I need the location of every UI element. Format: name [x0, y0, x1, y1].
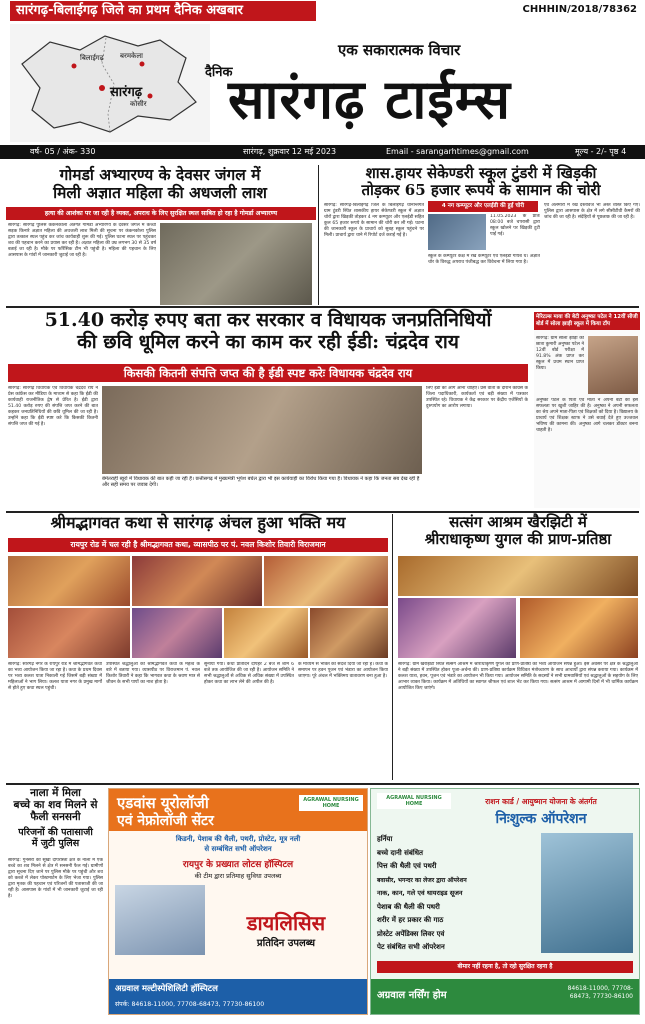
ad1-title-line2: एवं नेफ्रोलॉजी सेंटर [117, 813, 214, 829]
story5-headline [398, 514, 638, 549]
ad1-line4: की टीम द्वारा प्रतिमाह सुविधा उपलब्ध [194, 872, 282, 880]
ad2-photo [541, 833, 633, 953]
ad1-brand: AGRAWAL NURSING HOME [299, 795, 363, 811]
story4-body-col1: सारंगढ़: सारंगढ़ नगर के रायपुर रोड में श्रीमद्भागवत कथा का भव्य आयोजन किया जा रहा है। कथा के प्रथम दिवस पर भव्य कलश यात्रा निकाली गई जिसमें बड़ी संख्या में महिलाओं ने भाग लिया। कलश यात्रा नगर के प्रमुख मार्गों से होते हुए कथा स्थल पहुंची। [8, 662, 102, 691]
story1-subhead: हत्या की आशंका पर जा रही है व्यक्त, अपराध के लिए सुरक्षित स्थल साबित हो रहा है गोमर्डा अभ्यारण्य [6, 207, 316, 220]
issue-number: वर्ष- 05 / अंक- 330 [30, 147, 96, 156]
story4-photo-6 [224, 608, 308, 658]
story5-headline-line2: श्रीराधाकृष्ण युगल की प्राण-प्रतिष्ठा [424, 530, 612, 549]
ad2-item: हर्निया [377, 835, 393, 843]
issue-date: सारंगढ़, शुक्रवार 12 मई 2023 [243, 147, 337, 156]
story6-headline-line2: बच्चे का शव मिलने से [13, 799, 98, 812]
ad1-phone: संपर्क: 84618-11000, 77708-68473, 77730-86100 [115, 1001, 265, 1008]
ad1-line2: से सम्बंधित सभी ऑपरेशन [204, 845, 272, 853]
story2-headline [324, 165, 638, 200]
ad2-item: प्रोस्टेट अपेंडिक्स लिवर एवं [377, 929, 445, 938]
top-banner [0, 0, 645, 22]
ad1-dialysis-sub: प्रतिदिन उपलब्ध [256, 938, 316, 949]
ad2-footer-name: अग्रवाल नर्सिंग होम [377, 990, 447, 1001]
story1-photo [160, 223, 312, 305]
story3-photo [102, 386, 422, 474]
story4-body-col2: उपस्थित श्रद्धालुओं को श्रीमद्भागवत कथा के महत्व के बारे में बताया गया। व्यासपीठ पर विराजमान पं. नवल किशोर तिवारी ने कहा कि भागवत कथा के श्रवण मात्र से जीवन के सभी पापों का नाश होता है। [106, 662, 200, 685]
sidebar-story-body: अनुष्का पटेल के पिता एवं माता ने अपनी बेटी की इस सफलता पर खुशी जाहिर की है। अनुष्का ने अपनी सफलता का श्रेय अपने माता-पिता एवं शिक्षकों को दिया है। विद्यालय के प्राचार्य एवं शिक्षक स्टाफ ने उसे बधाई देते हुए उज्जवल भविष्य की कामना की। अनुष्का आगे चलकर डॉक्टर बनना चाहती है। [536, 398, 638, 433]
story3-body-col2: बेमेतराही ब्यूरो में विधायक की बात कही जा रही है। छत्तीसगढ़ में मुख्यमंत्री भूपेश बघेल द्वारा भी इस कार्यवाही का विरोध किया गया है। विधायक ने कहा कि जनता सब देख रही है और सही समय पर जवाब देगी। [102, 476, 420, 488]
story4-photo-1 [8, 556, 130, 606]
story2-headline-line1: शास.हायर सेकेण्डरी स्कूल टुंडरी में खिड़की [365, 164, 597, 182]
map-label: सारंगढ़ [110, 85, 143, 100]
paper-prefix: दैनिक [205, 65, 233, 80]
column-divider-2 [392, 514, 393, 780]
ad1-footer [109, 979, 367, 1014]
sidebar-story-photo [588, 336, 638, 394]
info-bar [0, 145, 645, 159]
story3-subhead: किसकी कितनी संपत्ति जप्त की है ईडी स्पष्ट करेः विधायक चंद्रदेव राय [8, 364, 528, 382]
story4-photo-7 [310, 608, 388, 658]
ad1-header [109, 789, 367, 831]
story6-headline [8, 787, 103, 823]
ad2-title: निःशुल्क ऑपरेशन [495, 811, 587, 827]
section-divider-3 [6, 783, 639, 785]
ad2-item: नाक, कान, गले एवं थायराइड सूजन [377, 889, 463, 897]
sidebar-story-body-top: सारंगढ़: ग्राम सोला झाड़ी की छात्रा कुमारी अनुष्का पटेल ने 12वीं बोर्ड परीक्षा में 91.8% अंक प्राप्त कर स्कूल में प्रथम स्थान प्राप्त किया। [536, 336, 584, 371]
story5-headline-line1: सत्संग आश्रम खैरझिटी में [449, 513, 587, 531]
advertisement-urology [108, 788, 368, 1015]
story5-photo-3 [520, 598, 638, 658]
banner-text: सारंगढ़-बिलाईगढ़ जिले का प्रथम दैनिक अखबार [10, 1, 316, 21]
ad2-brand: AGRAWAL NURSING HOME [377, 793, 451, 809]
story4-body-col4: के माध्यम से भक्ति का संदेश दिया जा रहा है। कथा के समापन पर हवन पूजन एवं भंडारा का आयोजन किया जाएगा। पूरे अंचल में भक्तिमय वातावरण बना हुआ है। [298, 662, 388, 679]
story2-body-col2: 11.05.2023 के प्रातः 08:00 बजे चपरासी द्वारा स्कूल खोलने पर खिड़की टूटी पाई गई। [490, 214, 540, 237]
district-map [10, 24, 210, 142]
story5-body: सारंगढ़: ग्राम खैरझिटी स्थित सत्संग आश्रम में श्रीराधाकृष्ण युगल की प्राण-प्रतिष्ठा का भव्य आयोजन संपन्न हुआ। इस अवसर पर क्षेत्र के श्रद्धालुओं ने बड़ी संख्या में उपस्थित होकर पूजा-अर्चना की। प्राण-प्रतिष्ठा कार्यक्रम विधिवत मंत्रोच्चारण के साथ आचार्यों द्वारा संपन्न कराया गया। कार्यक्रम में कलश यात्रा, हवन, पूजन एवं भंडारे का आयोजन भी किया गया। आयोजन समिति के सदस्यों ने सभी ग्रामवासियों एवं श्रद्धालुओं के सहयोग के लिए आभार व्यक्त किया। कार्यक्रम में अतिथियों का स्वागत श्रीफल एवं शाल भेंट कर किया गया। सत्संग आश्रम में आगामी दिनों में भी धार्मिक कार्यक्रम आयोजित किए जाएंगे। [398, 662, 638, 691]
story6-subheadline-line2: में जुटी पुलिस [31, 837, 80, 849]
ad2-footer [371, 979, 639, 1014]
story2-body-col3: स्कूल के कम्प्यूटर कक्ष में रखे कम्प्यूटर एवं एलईडी गायब थे। अज्ञात चोर के विरुद्ध अपराध पंजीबद्ध कर विवेचना में लिया गया है। [428, 254, 540, 265]
story4-subhead: रायपुर रोड में चल रही है श्रीमद्भागवत कथा, व्यासपीठ पर पं. नवल किशोर तिवारी विराजमान [8, 538, 388, 552]
story3-headline-line2: की छवि धूमिल करने का काम कर रही ईडी: चंद्रदेव राय [77, 330, 459, 353]
ad1-footer-name: अग्रवाल मल्टीस्पेशिलिटी हॉस्पिटल [115, 984, 218, 994]
story3-headline-line1: 51.40 करोड़ रुपए बता कर सरकार व विधायक जनप्रतिनिधियों [44, 309, 492, 331]
ad2-item: पेशाब की थैली की पथरी [377, 902, 440, 911]
ad2-item: पेट संबंधित सभी ऑपरेशन [377, 943, 445, 951]
ad2-header: राशन कार्ड / आयुष्मान योजना के अंतर्गत [485, 797, 597, 806]
story2-photo [428, 214, 486, 250]
story1-headline [10, 166, 310, 202]
story2-headline-line2: तोड़कर 65 हजार रूपये के सामान की चोरी [361, 181, 601, 200]
registration-number: CHHHIN/2018/78362 [522, 4, 637, 15]
paper-name: सारंगढ़ टाईम्स [228, 68, 511, 131]
section-divider-1 [6, 306, 639, 308]
sidebar-story [534, 312, 640, 508]
story4-photo-4 [8, 608, 130, 658]
ad1-title-line1: एडवांस यूरोलॉजी [117, 794, 209, 812]
ad1-line1: किडनी, पेशाब की थैली, पथरी, प्रोस्टेट, मूत्र नली [175, 835, 301, 843]
ad2-slogan: बीमार नहीं रहना है, तो रहो सुरक्षित रहना है [377, 961, 633, 973]
story1-body: सारंगढ़: सारंगढ़ पुलिस कंकनकोला अंतर्गत गोमर्डा अभ्यारण्य के देवसर जंगल में कच्ची सड़क किनारे अज्ञात महिला की अधजली लाश मिली की सूचना पर कंकनकोला पुलिस द्वारा तत्काल स्थल पहुंच कर जांच कार्यवाही शुरू की गई। पुलिस घटना स्थल पर पहुंचकर शव की पहचान करने का प्रयास कर रही है। अज्ञात महिला की उम्र लगभग 30 से 35 वर्ष बताई जा रही है। मौके पर फॉरेंसिक टीम भी पहुंची है। महिला की पहचान के लिए आसपास के गांवों में जानकारी जुटाई जा रही है। [8, 223, 156, 258]
ad2-list [377, 833, 537, 955]
story3-body-col3: लिए ईडी को आगे आना चाहिए। प्रेस वार्ता के दौरान कांग्रेस के जिला पदाधिकारी, कार्यकर्ता एवं बड़ी संख्या में पत्रकार उपस्थित रहे। विधायक ने केंद्र सरकार पर केंद्रीय एजेंसियों के दुरुपयोग का आरोप लगाया। [426, 386, 528, 409]
story3-body-col1: सारंगढ़: सारंगढ़ विधायक एवं विधायक चंद्रदेव राय ने प्रेस कांफ्रेंस कर मीडिया के माध्यम से कहा कि ईडी की कार्यवाही राजनीतिक द्वेष से प्रेरित है। ईडी द्वारा 51.40 करोड़ रुपए की संपत्ति जप्त करने की बात कहकर जनप्रतिनिधियों की छवि धूमिल की जा रही है। उन्होंने कहा कि ईडी स्पष्ट करे कि किसकी कितनी संपत्ति जप्त की गई है। [8, 386, 98, 427]
ad1-dialysis: डायलिसिस [246, 911, 326, 935]
story6-headline-line3: फैली सनसनी [30, 811, 81, 824]
ad2-item: शरीर में हर प्रकार की गाठ [377, 916, 444, 924]
story1-headline-line1: गोमर्डा अभ्यारण्य के देवसर जंगल में [59, 165, 261, 184]
ad1-line3: रायपुर के प्रख्यात लोटस हॉस्पिटल [182, 860, 294, 870]
ad1-photo [115, 885, 205, 955]
story6-subheadline [8, 828, 103, 850]
map-town-3: कोसीर [130, 100, 147, 108]
story2-subhead: 4 नग कम्प्यूटर और एलईडी की हुई चोरी [428, 201, 538, 212]
map-town-1: बिलाईगढ़ [80, 54, 104, 62]
story2-body-col1: सारंगढ़: सारंगढ़-बिलाईगढ़ जिले के बिलाईगढ़ थानान्तर्गत ग्राम टुंडरी स्थित शासकीय हायर सेकेण्डरी स्कूल में अज्ञात चोरों द्वारा खिड़की तोड़कर 4 नग कम्प्यूटर और एलईडी सहित कुल 65 हजार रूपये के सामान की चोरी कर ली गई। घटना की जानकारी स्कूल के प्राचार्य को सुबह स्कूल पहुंचने पर मिली। प्राचार्य द्वारा थाने में रिपोर्ट दर्ज कराई गई है। [324, 203, 424, 238]
tagline: एक सकारात्मक विचार [338, 41, 461, 59]
story2-body-col4: एवं अलमारी में रखे दस्तावेज भी अस्त व्यस्त किए गए। पुलिस द्वारा आसपास के क्षेत्र में लगे सीसीटीवी कैमरों की जांच की जा रही है। संदेहियों से पूछताछ की जा रही है। [544, 203, 640, 220]
story4-photo-5 [132, 608, 222, 658]
map-town-2: बरमकेला [120, 52, 143, 60]
sidebar-story-headline: मेरिटल्स माया की बेटी अनुष्का पटेल ने 12वीं सीजी बोर्ड में सोला झाड़ी स्कूल में किया टॉप [534, 312, 640, 330]
email-address: Email - sarangarhtimes@gmail.com [386, 147, 529, 156]
story6-subheadline-line1: परिजनों की पतासाजी [18, 827, 93, 838]
ad2-item: पित्त की थैली एवं पथरी [377, 862, 437, 870]
story6-headline-line1: नाला में मिला [30, 787, 81, 799]
ad2-item: बच्चे दानी संबंधित [377, 848, 424, 857]
story6-body: सारंगढ़: गुनसरा की सूखा दोपरास्ता क्षेत्र के नाला में एक बच्चे का शव मिलने से क्षेत्र में सनसनी फैल गई। ग्रामीणों द्वारा सूचना दिए जाने पर पुलिस मौके पर पहुंची और शव को कब्जे में लेकर पोस्टमार्टम के लिए भेजा गया। पुलिस द्वारा मृतक की पहचान एवं परिजनों की पतासाजी की जा रही है। आसपास के गांवों में भी जानकारी जुटाई जा रही है। [8, 858, 103, 899]
advertisement-free-operation [370, 788, 640, 1015]
story4-body-col3: सुनाया गया। कथा प्रतिदिन दोपहर 2 बजे से शाम 6 बजे तक आयोजित की जा रही है। आयोजन समिति ने सभी श्रद्धालुओं से अधिक से अधिक संख्या में उपस्थित होकर कथा का लाभ लेने की अपील की है। [204, 662, 294, 685]
column-divider [318, 165, 319, 305]
story5-photo-1 [398, 556, 638, 596]
ad2-item: बवासीर, भगन्दर का लेजर द्वारा ऑपरेशन [377, 876, 467, 884]
ad2-phone: 84618-11000, 77708-68473, 77730-86100 [567, 985, 633, 1000]
story4-photo-2 [132, 556, 262, 606]
story4-photo-3 [264, 556, 388, 606]
story4-headline: श्रीमद्भागवत कथा से सारंगढ़ अंचल हुआ भक्ति मय [50, 513, 346, 532]
story5-photo-2 [398, 598, 516, 658]
price: मूल्य - 2/- पृष्ठ 4 [575, 147, 627, 156]
story3-headline [8, 310, 528, 354]
story1-headline-line2: मिली अज्ञात महिला की अधजली लाश [53, 182, 267, 202]
